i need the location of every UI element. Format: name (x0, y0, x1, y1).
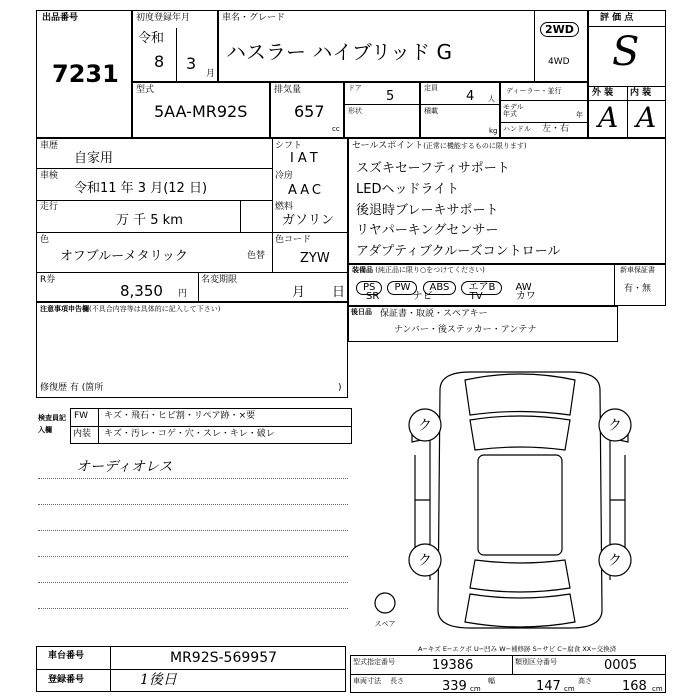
car-windshield (470, 416, 570, 450)
fw-label: FW (74, 411, 89, 421)
new-car-label: 新車保証書 (620, 266, 655, 274)
handwritten-note: オーディオレス (76, 459, 173, 475)
capacity-label: 定員 (424, 84, 438, 92)
damage-mark: ク (418, 553, 432, 569)
spare-label: スペア (374, 620, 396, 628)
inspector-label: 検査員記入欄 (38, 414, 66, 434)
fuel-label: 燃料 (275, 202, 294, 212)
disp-value: 657 (294, 102, 325, 121)
name-change-month: 月 (292, 285, 306, 300)
exterior-label: 外 装 (592, 88, 614, 98)
ac-label: 冷房 (275, 171, 294, 181)
shift-label: シフト (275, 141, 303, 151)
new-car-value: 有・無 (624, 284, 652, 294)
eq-sr: SR (366, 291, 380, 302)
model-label: 車名・グレード (222, 13, 286, 23)
exterior-grade: A (598, 101, 619, 134)
color-label: 色 (40, 235, 50, 245)
width-value: 147 (536, 679, 561, 694)
reg-era: 令和 (138, 31, 165, 46)
eq-pw: PW (387, 281, 417, 295)
cert-label: 型式指定番号 (353, 658, 395, 666)
height-label: 高さ (578, 677, 592, 685)
notes-label-text: 注意事項申告欄 (40, 305, 89, 313)
color-code-value: ZYW (300, 251, 330, 266)
load-unit: kg (489, 127, 498, 135)
car-hood (465, 374, 575, 415)
interior-grade: A (636, 101, 657, 134)
lot-number: 7231 (52, 60, 119, 88)
dims-label: 車両寸法 (353, 677, 381, 685)
ac-value: AAC (288, 183, 324, 198)
eq-ps: PS (356, 281, 382, 295)
model-name: ハスラー ハイブリッド G (226, 40, 453, 64)
selling-point-item: 後退時ブレーキサポート (356, 203, 499, 218)
damage-mark: ク (608, 418, 622, 434)
damage-mark: ク (418, 418, 432, 434)
door-label: ドア (348, 84, 362, 92)
repair-close: ) (338, 383, 342, 393)
in-label: 内装 (73, 429, 92, 439)
capacity-value: 4 (466, 89, 475, 104)
eq-abs: ABS (423, 281, 457, 295)
disp-unit: cc (332, 125, 340, 133)
width-label: 幅 (488, 677, 495, 685)
grade-label: 評 価 点 (600, 13, 634, 23)
drive-2wd: 2WD (540, 22, 579, 37)
repair-label-text: 修復歴 (40, 383, 68, 393)
fw-items: キズ・飛石・ヒビ割・リペア跡・×要 (104, 411, 256, 421)
color-value: オフブルーメタリック (60, 249, 188, 264)
spare-tire (375, 593, 395, 613)
height-value: 168 (622, 679, 647, 694)
shape-label: 形状 (348, 107, 362, 115)
repair-label (40, 384, 103, 393)
in-items: キズ・汚レ・コゲ・穴・スレ・キレ・破レ (104, 429, 275, 439)
color-sub: 色替 (247, 251, 266, 261)
eq-tv: TV (469, 291, 483, 302)
accessories-label: 後日品 (351, 308, 372, 316)
car-diagram (370, 360, 670, 650)
reg-month: 3 (186, 54, 197, 73)
lot-label: 出品番号 (42, 13, 79, 23)
disp-label: 排気量 (274, 85, 302, 95)
door-value: 5 (386, 89, 395, 104)
eq-label-text: 装備品 (352, 266, 373, 274)
name-change-label: 名変期限 (201, 275, 238, 285)
mileage-value: 万 千 5 km (116, 213, 183, 228)
usage-value: 自家用 (74, 151, 114, 166)
selling-point-item: アダプティブクルーズコントロール (356, 244, 561, 259)
name-change-day: 日 (332, 285, 346, 300)
accessories-line2: ナンバー・後ステッカー・アンテナ (394, 325, 537, 335)
sp-label-text: セールスポイント (352, 141, 424, 151)
notes-hint: (不具合内容等は具体的に記入して下さい) (89, 305, 221, 313)
class-value: 0005 (604, 658, 638, 673)
car-roof (478, 455, 562, 555)
chassis-value: MR92S-569957 (170, 650, 278, 666)
selling-points-label (352, 142, 527, 151)
fuel-value: ガソリン (282, 213, 335, 228)
length-value: 339 (442, 679, 467, 694)
color-code-label: 色コード (275, 235, 312, 245)
height-unit: cm (652, 685, 663, 693)
car-rear-window (470, 560, 570, 592)
mileage-label: 走行 (40, 202, 59, 212)
chassis-label: 車台番号 (48, 651, 85, 661)
equipment-label (352, 267, 485, 274)
reg-year: 8 (154, 52, 165, 71)
handle-label: ハンドル (503, 125, 531, 133)
inspection-value: 令和11 年 3 月(12 日) (74, 181, 208, 196)
interior-label: 内 装 (630, 88, 652, 98)
equipment-row2 (366, 292, 536, 302)
length-label: 長さ (390, 677, 404, 685)
car-tailgate (465, 594, 575, 627)
plate-label: 登録番号 (48, 675, 85, 685)
recycle-unit: 円 (178, 289, 188, 299)
usage-label: 車歴 (40, 141, 59, 151)
repair-value: 有 (箇所 (69, 383, 104, 393)
car-body-outline (438, 372, 602, 628)
type-value: 5AA-MR92S (154, 102, 248, 121)
accessories-line1: 保証書・取説・スペアキー (380, 309, 488, 319)
eq-leather: カワ (515, 291, 536, 302)
reg-label: 初度登録年月 (136, 13, 191, 23)
eq-note: (純正品に限り○をつけてください) (375, 266, 485, 274)
selling-point-item: リヤパーキングセンサー (356, 223, 499, 238)
handle-value: 左・右 (542, 124, 570, 134)
model-year-label: モデル年式 (503, 103, 524, 118)
drive-4wd: 4WD (548, 57, 570, 67)
type-label: 型式 (136, 85, 155, 95)
load-label: 積載 (424, 107, 438, 115)
plate-value: 1後日 (140, 672, 177, 688)
dealer-label: ディーラー・並行 (506, 87, 562, 95)
shift-value: IAT (290, 151, 322, 166)
recycle-value: 8,350 (120, 282, 163, 300)
year-unit: 年 (576, 111, 583, 119)
sp-note: (正常に機能するものに限ります) (423, 142, 527, 150)
selling-point-item: スズキセーフティサポート (356, 161, 510, 176)
length-unit: cm (470, 685, 481, 693)
eq-airbag: エアB (461, 281, 502, 295)
overall-grade: S (612, 29, 640, 75)
eq-navi: ナビ (412, 291, 433, 302)
selling-point-item: LEDヘッドライト (356, 182, 460, 197)
capacity-unit: 人 (488, 95, 495, 103)
cert-value: 19386 (432, 658, 474, 673)
damage-legend: A−キズ E−エクボ U−凹み W−補修跡 S−サビ C−腐食 XX−交換済 (418, 645, 617, 653)
inspection-label: 車検 (40, 171, 59, 181)
eq-aw: AW (515, 282, 532, 293)
reg-month-unit: 月 (206, 69, 216, 79)
damage-mark: ク (608, 553, 622, 569)
class-label: 類別区分番号 (515, 658, 557, 666)
notes-label (40, 306, 220, 313)
recycle-label: R券 (40, 275, 56, 285)
width-unit: cm (564, 685, 575, 693)
